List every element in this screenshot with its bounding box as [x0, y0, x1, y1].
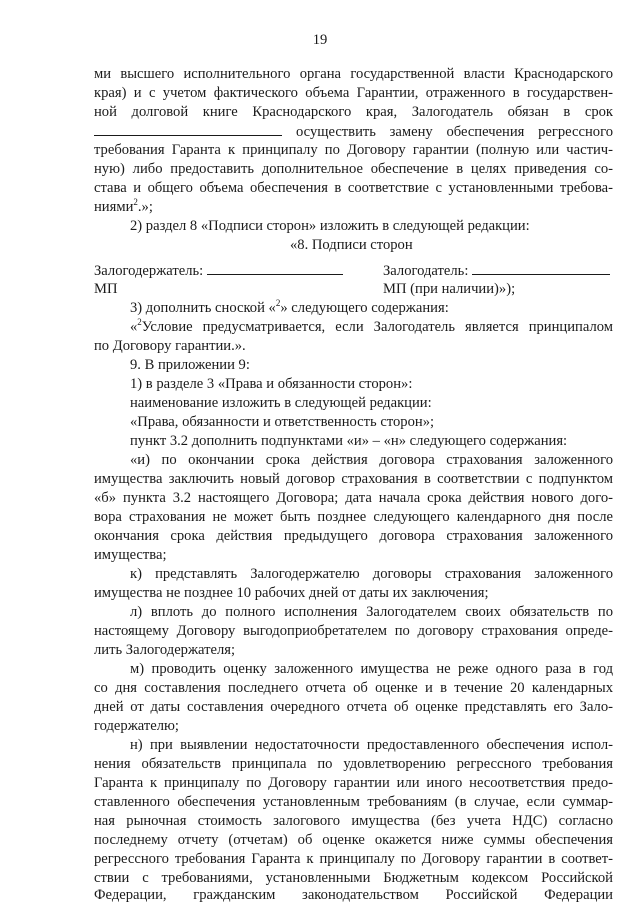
text-line: регрессного требования Гаранта к принципалу по Договору гарантии в соответ-: [94, 851, 613, 867]
page-number: 19: [312, 32, 328, 48]
text-line: «и) по окончании срока действия договора страхования заложенного: [130, 452, 613, 468]
text-segment: .»;: [137, 199, 153, 215]
pledgor-signature-line: [472, 261, 610, 275]
text-line: вора страхования не может быть позднее следующего календарного дня после: [94, 509, 613, 525]
text-line: ставленного обеспечения установленным требованиям (в случае, если суммар-: [94, 794, 613, 810]
text-line-with-blank: [94, 122, 613, 141]
text-line: Федерации, гражданским законодательством Российской Федерации: [94, 887, 613, 903]
text-line: нения обязательств принципала по удовлетворению регрессного требования: [94, 756, 613, 772]
text-line: 3) дополнить сноской «$^2$» следующего содержания:: [130, 298, 449, 316]
text-line: настоящему Договору выгодоприобретателем по договору страхования опреде-: [94, 623, 613, 639]
text-line: става и общего объема обеспечения в соответствие с установленными требова-: [94, 180, 613, 196]
text-line: 2) раздел 8 «Подписи сторон» изложить в следующей редакции:: [130, 218, 530, 234]
text-line: ную) либо предоставить дополнительное обеспечение в целях приведения со-: [94, 161, 613, 177]
text-line: н) при выявлении недостаточности предоставленного обеспечения испол-: [130, 737, 613, 753]
text-segment: ниями: [94, 199, 134, 215]
text-line: л) вплоть до полного исполнения Залогодателем своих обязательств по: [130, 604, 613, 620]
text-line: годержателю;: [94, 718, 179, 734]
text-line: по Договору гарантии.».: [94, 338, 246, 354]
text-line: имущества;: [94, 547, 167, 563]
text-line: лить Залогодержателя;: [94, 642, 236, 658]
text-line: «б» пункта 3.2 настоящего Договора; дата начала срока действия нового дого-: [94, 490, 613, 506]
text-line: требования Гаранта к принципалу по Договору гарантии (полную или частич-: [94, 142, 613, 158]
footnote-mark: 2: [133, 197, 138, 208]
text-line: имущества не позднее 10 рабочих дней от даты их заключения;: [94, 585, 489, 601]
signature-pledgee: [94, 261, 343, 280]
text-line: м) проводить оценку заложенного имущества не реже одного раза в год: [130, 661, 613, 677]
text-line: дней от даты составления очередного отчета об оценке представлять его Зало-: [94, 699, 613, 715]
text-line: последнему отчету (отчетам) об оценке окажется ниже суммы обеспечения: [94, 832, 613, 848]
text-line: 9. В приложении 9:: [130, 357, 250, 373]
text-line: наименование изложить в следующей редакции:: [130, 395, 432, 411]
text-line: к) представлять Залогодержателю договоры страхования заложенного: [130, 566, 613, 582]
text-line: ной долговой книге Краснодарского края, Залогодатель обязан в срок: [94, 104, 613, 120]
signature-pledgor: [383, 261, 610, 280]
text-line: Гаранта к принципалу по Договору гарантии или иного несоответствия предо-: [94, 775, 613, 791]
text-line: «$^2$Условие предусматривается, если Залогодатель является принципалом: [130, 317, 613, 335]
pledgee-signature-line: [207, 261, 343, 275]
text-line: имущества заключить новый договор страхования в соответствии с подпунктом: [94, 471, 613, 487]
pledgor-seal: МП (при наличии)»);: [383, 281, 516, 297]
text-line: со дня составления последнего отчета об оценке и в течение 20 календарных: [94, 680, 613, 696]
pledgor-label: Залогодатель:: [383, 263, 469, 279]
text-line: ми высшего исполнительного органа государственной власти Краснодарского: [94, 66, 613, 82]
pledgee-seal: МП: [94, 281, 118, 297]
section-heading: «8. Подписи сторон: [290, 237, 413, 253]
footnote-mark: 2: [275, 298, 281, 309]
date-blank: [94, 122, 282, 136]
text-line: ная рыночная стоимость залогового имущества (без учета НДС) согласно: [94, 813, 613, 829]
text-line: края) и с учетом фактического объема Гарантии, отраженного в государствен-: [94, 85, 613, 101]
text-line: [94, 198, 613, 217]
text-line: «Права, обязанности и ответственность сторон»;: [130, 414, 435, 430]
text-segment: осуществить замену обеспечения регрессного: [296, 124, 613, 140]
pledgee-label: Залогодержатель:: [94, 263, 204, 279]
text-line: ствии с требованиями, установленными Бюджетным кодексом Российской: [94, 870, 613, 886]
text-line: пункт 3.2 дополнить подпунктами «и» – «н» следующего содержания:: [130, 433, 568, 449]
text-line: окончания срока действия предыдущего договора страхования заложенного: [94, 528, 613, 544]
footnote-mark: 2: [137, 317, 142, 328]
text-line: 1) в разделе 3 «Права и обязанности сторон»:: [130, 376, 413, 392]
